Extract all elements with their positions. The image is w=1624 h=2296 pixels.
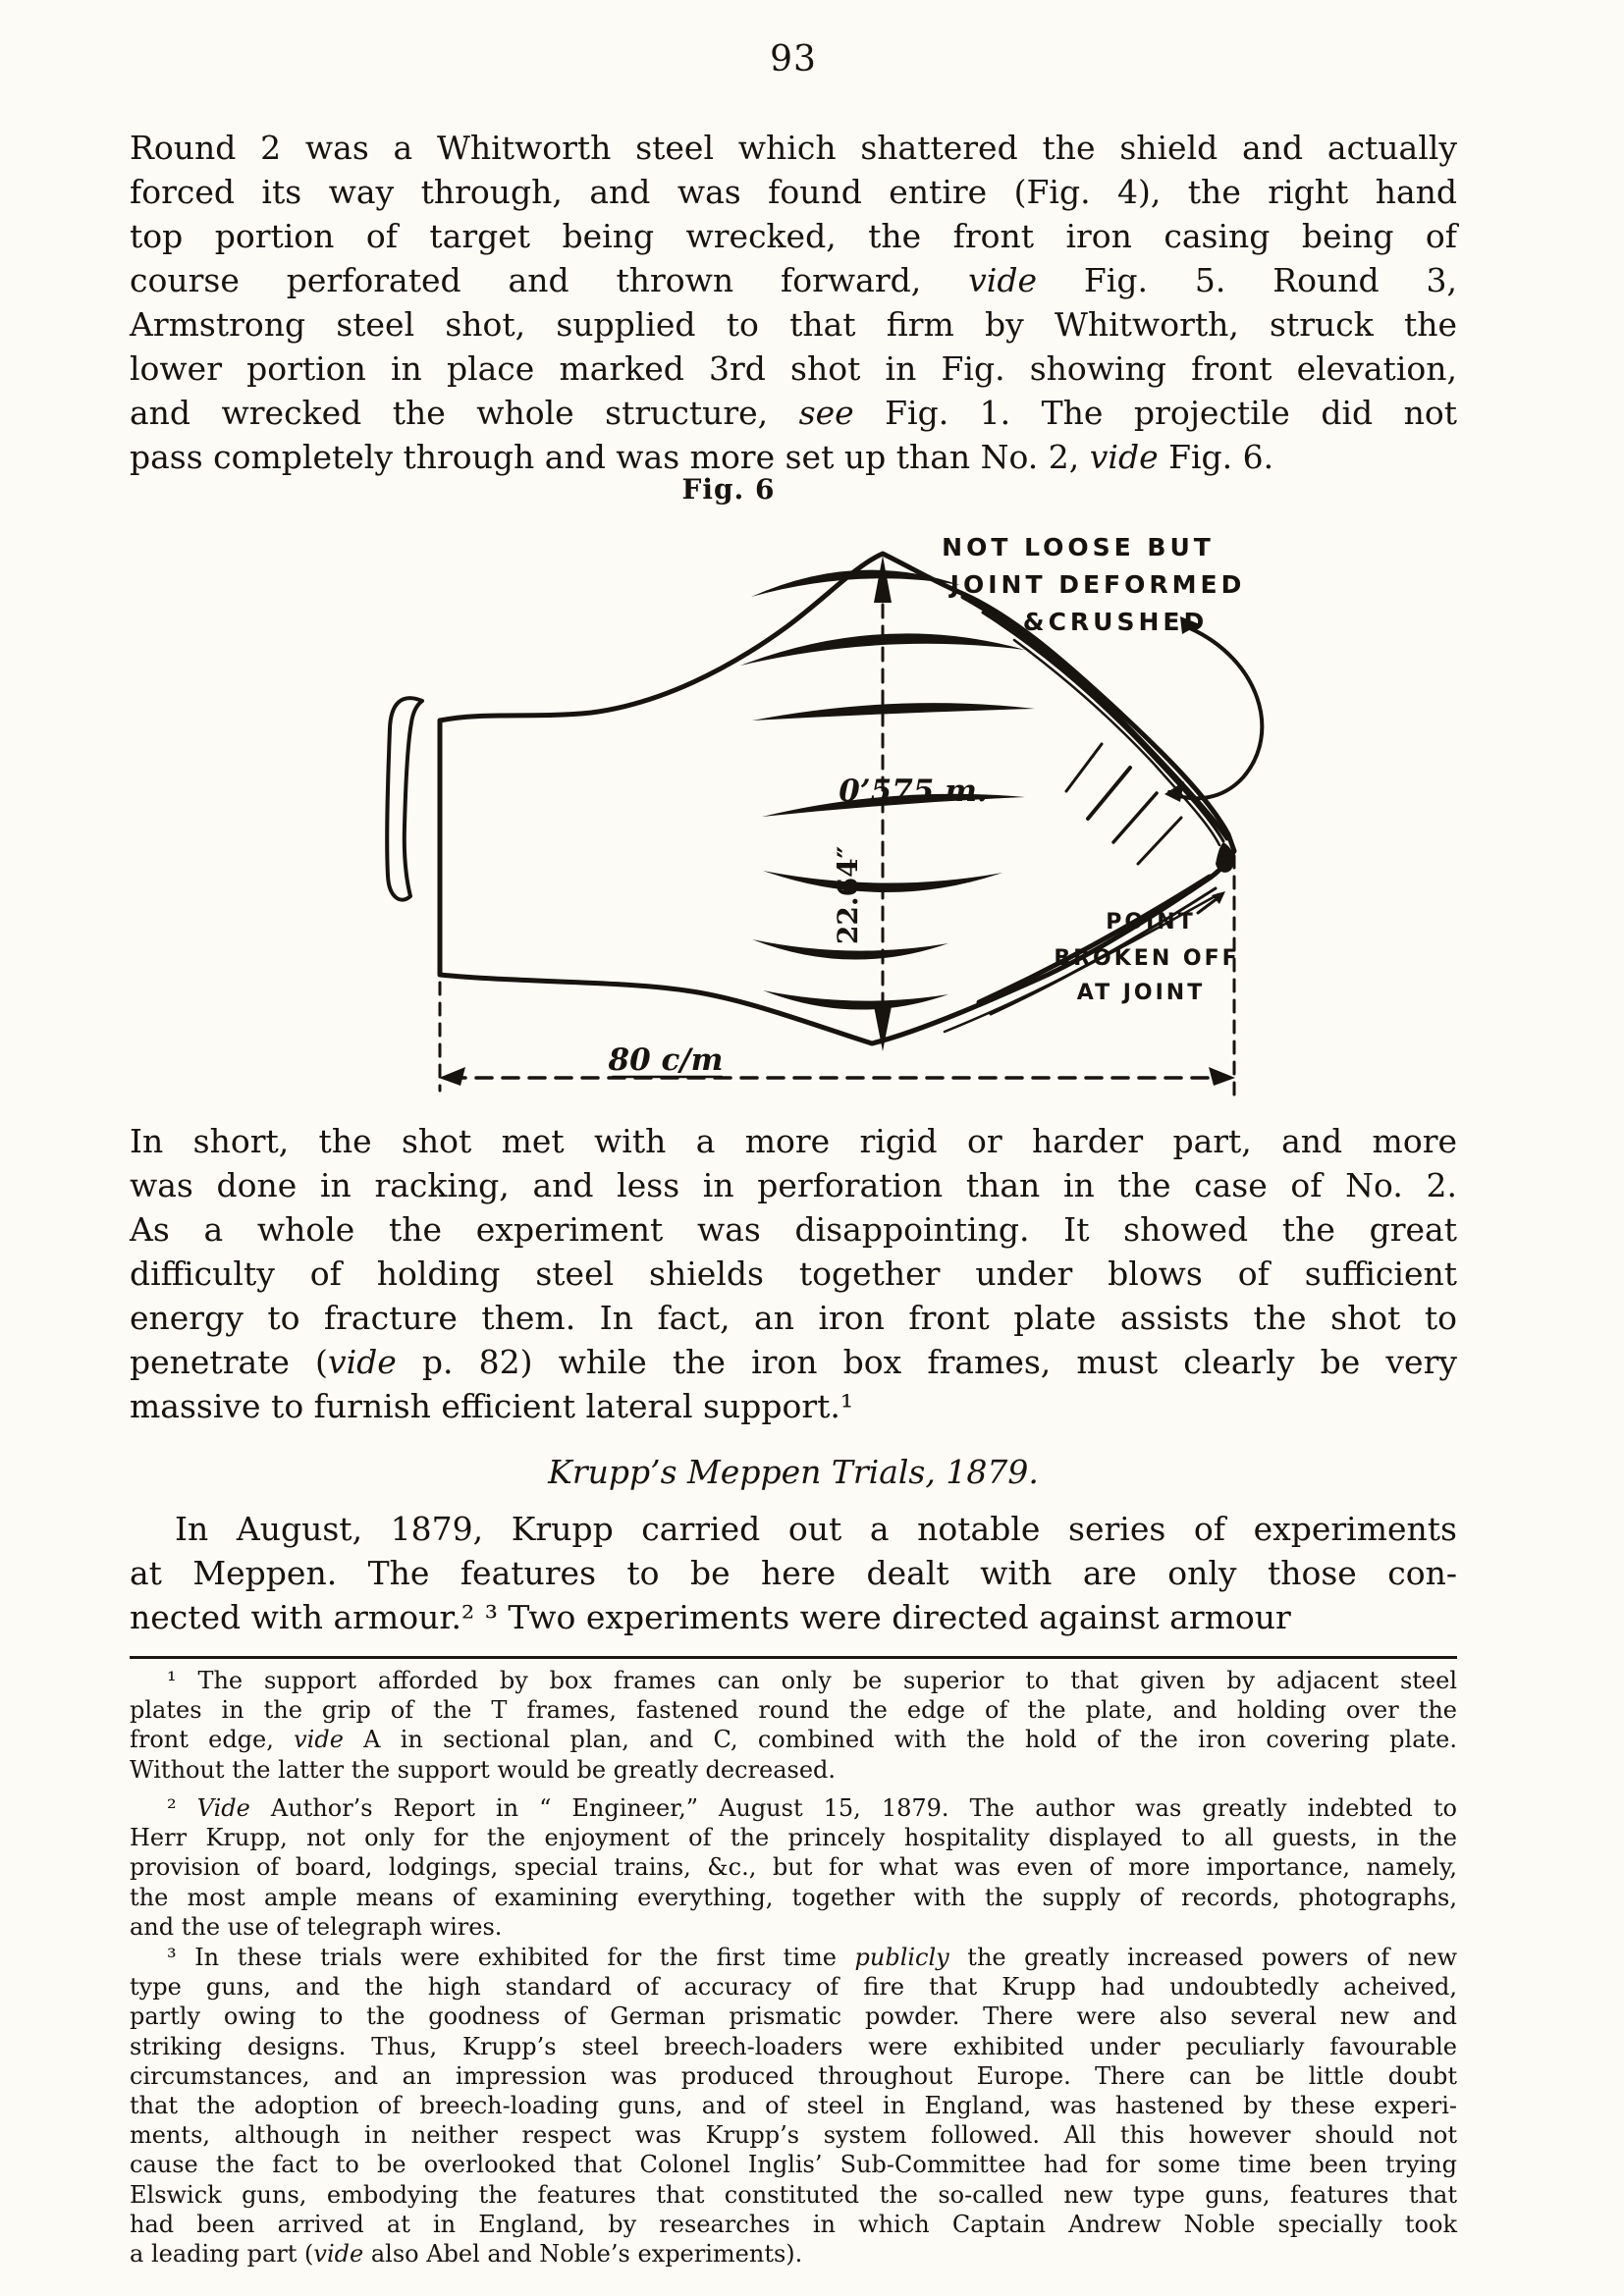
- paragraph-round-2: [130, 126, 1457, 479]
- text-line: type guns, and the high standard of accuracy of fire that Krupp had undoubtedly acheived,: [130, 1973, 1457, 2002]
- text-line: and the use of telegraph wires.: [130, 1912, 503, 1941]
- text-line: pass completely through and was more set up than No. 2, vide Fig. 6.: [130, 438, 1274, 476]
- text-line: cause the fact to be overlooked that Colonel Inglis’ Sub-Committee had for some time been trying: [130, 2151, 1457, 2179]
- text-line: Armstrong steel shot, supplied to that firm by Whitworth, struck the: [130, 305, 1457, 344]
- text-line: at Meppen. The features to be here dealt with are only those con-: [130, 1554, 1457, 1592]
- text-line: As a whole the experiment was disappointing. It showed the great: [130, 1210, 1457, 1249]
- text-line: In short, the shot met with a more rigid or harder part, and more: [130, 1122, 1457, 1160]
- text-line: Without the latter the support would be greatly decreased.: [130, 1755, 837, 1784]
- base-flange: [387, 698, 422, 899]
- text-line: Herr Krupp, not only for the enjoyment of the princely hospitality displayed to all guests, in the: [130, 1824, 1457, 1852]
- text-line: was done in racking, and less in perforation than in the case of No. 2.: [130, 1166, 1457, 1204]
- text-line: had been arrived at in England, by researches in which Captain Andrew Noble specially took: [130, 2210, 1457, 2238]
- text-line: ¹ The support afforded by box frames can only be superior to that given by adjacent steel: [167, 1667, 1457, 1694]
- text-line: course perforated and thrown forward, vide Fig. 5. Round 3,: [130, 261, 1457, 299]
- text-line: ² Vide Author’s Report in “ Engineer,” August 15, 1879. The author was greatly indebted to: [167, 1794, 1458, 1822]
- text-line: In August, 1879, Krupp carried out a notable series of experiments: [175, 1510, 1457, 1548]
- text-line: ³ In these trials were exhibited for the first time publicly the greatly increased powers of new: [167, 1944, 1457, 1971]
- joint-note-line3: &CRUSHED: [1022, 608, 1209, 636]
- paragraph-in-short: [130, 1119, 1457, 1428]
- text-line: difficulty of holding steel shields together under blows of sufficient: [130, 1255, 1457, 1293]
- text-line: front edge, vide A in sectional plan, and C, combined with the hold of the iron covering plate.: [130, 1726, 1458, 1754]
- footnote-1: [130, 1666, 1457, 1785]
- text-line: lower portion in place marked 3rd shot in Fig. showing front elevation,: [130, 349, 1457, 388]
- text-line: striking designs. Thus, Krupp’s steel breech-loaders were exhibited under peculiarly favourable: [130, 2032, 1457, 2060]
- text-line: a leading part (vide also Abel and Noble’s experiments).: [130, 2239, 803, 2268]
- point-note-line3: AT JOINT: [1076, 981, 1206, 1005]
- text-line: penetrate (vide p. 82) while the iron box frames, must clearly be very: [130, 1343, 1457, 1381]
- page-number: 93: [770, 39, 817, 80]
- text-line: Round 2 was a Whitworth steel which shattered the shield and actually: [130, 129, 1457, 167]
- text-line: and wrecked the whole structure, see Fig. 1. The projectile did not: [130, 394, 1457, 432]
- inch-dimension-label: 22.64″: [832, 845, 864, 945]
- footnote-rule: [130, 1656, 1457, 1659]
- footnote-3: [130, 1943, 1457, 2269]
- text-line: ments, although in neither respect was Krupp’s system followed. All this however should not: [130, 2121, 1457, 2150]
- text-line: plates in the grip of the T frames, fastened round the edge of the plate, and holding over the: [130, 1696, 1457, 1725]
- text-line: that the adoption of breech-loading guns, and of steel in England, was hastened by these experi-: [130, 2091, 1457, 2119]
- metric-dimension-label: 0’575 m.: [839, 774, 988, 809]
- text-line: Elswick guns, embodying the features that constituted the so-called new type guns, features that: [130, 2180, 1457, 2209]
- section-heading: Krupp’s Meppen Trials, 1879.: [548, 1453, 1039, 1491]
- text-line: top portion of target being wrecked, the front iron casing being of: [130, 217, 1457, 255]
- figure-6-drawing: [196, 510, 1296, 1119]
- text-line: the most ample means of examining everything, together with the supply of records, photographs,: [130, 1883, 1457, 1911]
- width-dimension-label: 80 c/m: [608, 1042, 724, 1078]
- point-note-line2: BROKEN OFF: [1054, 946, 1240, 971]
- text-line: partly owing to the goodness of German prismatic powder. There were also several new and: [130, 2002, 1457, 2031]
- point-note-line1: POINT: [1106, 910, 1196, 934]
- text-line: provision of board, lodgings, special trains, &c., but for what was even of more importance, namely,: [130, 1853, 1457, 1882]
- figure-6: [196, 510, 1296, 1119]
- text-line: circumstances, and an impression was produced throughout Europe. There can be little doubt: [130, 2061, 1457, 2090]
- footnote-2: [130, 1793, 1457, 1942]
- paragraph-in-august: [130, 1507, 1457, 1639]
- text-line: forced its way through, and was found entire (Fig. 4), the right hand: [130, 173, 1457, 211]
- text-line: nected with armour.² ³ Two experiments were directed against armour: [130, 1598, 1291, 1636]
- text-line: energy to fracture them. In fact, an iron front plate assists the shot to: [130, 1299, 1457, 1337]
- joint-note-line1: NOT LOOSE BUT: [942, 533, 1215, 561]
- point-hatching-upper: [963, 597, 1227, 864]
- joint-note-line2: JOINT DEFORMED: [949, 570, 1246, 599]
- figure-caption: Fig. 6: [681, 473, 776, 506]
- text-line: massive to furnish efficient lateral support.¹: [130, 1387, 854, 1425]
